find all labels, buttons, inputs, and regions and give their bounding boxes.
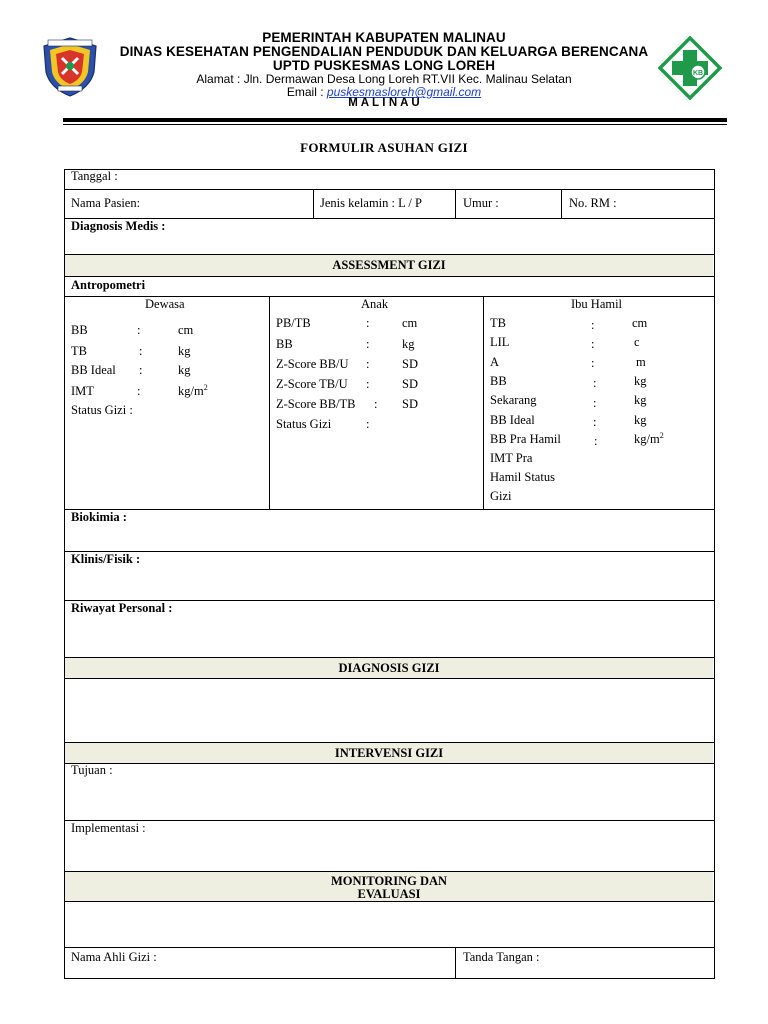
tanda-tangan-field[interactable]: Tanda Tangan : (463, 950, 540, 964)
diagnosis-medis-field[interactable]: Diagnosis Medis : (71, 219, 166, 233)
intervensi-heading: INTERVENSI GIZI (334, 746, 444, 760)
monitoring-area[interactable] (65, 902, 713, 947)
ibu-unit: kg (634, 413, 647, 427)
ibu-hamil-heading: Ibu Hamil (571, 297, 623, 311)
col-divider (483, 297, 484, 509)
no-rm-field[interactable]: No. RM : (569, 196, 617, 210)
ibu-unit: kg (634, 393, 647, 407)
ibu-label: BB (490, 374, 507, 388)
header-rule-thin (63, 124, 727, 125)
email-link[interactable]: puskesmasloreh@gmail.com (326, 85, 482, 99)
dewasa-tb-unit: kg (178, 344, 191, 358)
ibu-label: LIL (490, 335, 510, 349)
anak-ztbu-label: Z-Score TB/U (276, 377, 348, 391)
header-city: M A L I N A U (348, 97, 420, 109)
anak-bb-unit: kg (402, 337, 415, 351)
tujuan-field[interactable]: Tujuan : (71, 763, 113, 777)
ibu-unit: c (634, 335, 640, 349)
diagnosis-gizi-area[interactable] (65, 679, 713, 742)
monitoring-heading-line2: EVALUASI (357, 887, 421, 901)
ibu-label: A (490, 355, 500, 369)
anak-zbbtb-unit: SD (402, 397, 418, 411)
tanggal-field[interactable]: Tanggal : (71, 169, 118, 183)
ibu-sep: : (591, 356, 595, 370)
dewasa-tb-sep: : (139, 344, 143, 358)
ibu-sep: : (594, 434, 598, 448)
col-divider (269, 297, 270, 509)
dewasa-bbideal-label: BB Ideal (71, 363, 116, 377)
row-divider (64, 871, 715, 872)
anak-ztbu-unit: SD (402, 377, 418, 391)
ibu-label: BB Pra Hamil (490, 432, 561, 446)
ibu-label: Gizi (490, 489, 512, 503)
row-divider (64, 551, 715, 552)
dewasa-imt-unit: $kg/m^2$ (178, 382, 208, 398)
dewasa-imt-label: IMT (71, 384, 94, 398)
anak-ztbu-sep: : (366, 377, 370, 391)
ibu-label: TB (490, 316, 506, 330)
implementasi-field[interactable]: Implementasi : (71, 821, 146, 835)
anak-status-sep: : (366, 417, 370, 431)
row-divider (64, 763, 715, 764)
ibu-label: IMT Pra (490, 451, 533, 465)
anak-zbbu-sep: : (366, 357, 370, 371)
col-divider (313, 190, 314, 218)
jenis-kelamin-field[interactable]: Jenis kelamin : L / P (320, 196, 422, 210)
dewasa-bb-sep: : (137, 323, 141, 337)
row-divider (64, 254, 715, 255)
form-title: FORMULIR ASUHAN GIZI (300, 140, 468, 155)
dewasa-bbideal-sep: : (139, 363, 143, 377)
antropometri-label: Antropometri (71, 278, 146, 292)
header-rule-thick (63, 118, 727, 122)
anak-pbtb-label: PB/TB (276, 316, 311, 330)
ibu-label: BB Ideal (490, 413, 535, 427)
anak-zbbtb-label: Z-Score BB/TB (276, 397, 356, 411)
header-government: PEMERINTAH KABUPATEN MALINAU (262, 30, 506, 45)
col-divider (455, 948, 456, 978)
form-table (64, 169, 715, 979)
svg-text:KB: KB (692, 70, 704, 77)
biokimia-field[interactable]: Biokimia : (71, 510, 127, 524)
anak-bb-sep: : (366, 337, 370, 351)
anak-bb-label: BB (276, 337, 293, 351)
row-divider (64, 820, 715, 821)
nama-pasien-field[interactable]: Nama Pasien: (71, 196, 141, 210)
anak-pbtb-unit: cm (402, 316, 418, 330)
ibu-sep: : (591, 337, 595, 351)
col-divider (455, 190, 456, 218)
header-puskesmas: UPTD PUSKESMAS LONG LOREH (272, 58, 496, 73)
dewasa-imt-sep: : (137, 384, 141, 398)
anak-status-label: Status Gizi (276, 417, 332, 431)
ibu-sep: : (591, 318, 595, 332)
dewasa-tb-label: TB (71, 344, 87, 358)
ibu-unit: cm (632, 316, 648, 330)
ibu-sep: : (593, 376, 597, 390)
ibu-unit: m (636, 355, 646, 369)
dewasa-status-gizi: Status Gizi : (71, 403, 133, 417)
monitoring-heading-line1: MONITORING DAN (330, 874, 448, 888)
row-divider (64, 742, 715, 743)
col-divider (561, 190, 562, 218)
dewasa-heading: Dewasa (145, 297, 185, 311)
ibu-label: Sekarang (490, 393, 537, 407)
row-divider (64, 657, 715, 658)
email-label: Email : (286, 85, 324, 99)
diagnosis-gizi-heading: DIAGNOSIS GIZI (338, 661, 440, 675)
klinis-field[interactable]: Klinis/Fisik : (71, 552, 141, 566)
dewasa-bbideal-unit: kg (178, 363, 191, 377)
row-divider (64, 947, 715, 948)
dewasa-bb-label: BB (71, 323, 88, 337)
assessment-heading: ASSESSMENT GIZI (332, 258, 446, 272)
ibu-unit: $kg/m^2$ (634, 430, 664, 446)
dewasa-bb-unit: cm (178, 323, 194, 337)
row-divider (64, 509, 715, 510)
anak-zbbtb-sep: : (374, 397, 378, 411)
anak-zbbu-label: Z-Score BB/U (276, 357, 349, 371)
row-divider (64, 276, 715, 277)
umur-field[interactable]: Umur : (463, 196, 499, 210)
ibu-sep: : (593, 415, 597, 429)
monitoring-heading (65, 875, 713, 901)
header-address: Alamat : Jln. Dermawan Desa Long Loreh RT.VII Kec. Malinau Selatan (196, 72, 572, 86)
ibu-label: Hamil Status (490, 470, 555, 484)
nama-ahli-gizi-field[interactable]: Nama Ahli Gizi : (71, 950, 157, 964)
anak-zbbu-unit: SD (402, 357, 418, 371)
anak-heading: Anak (361, 297, 389, 311)
row-divider (64, 189, 715, 190)
ibu-sep: : (593, 396, 597, 410)
anak-pbtb-sep: : (366, 316, 370, 330)
riwayat-field[interactable]: Riwayat Personal : (71, 601, 173, 615)
header-department: DINAS KESEHATAN PENGENDALIAN PENDUDUK DAN KELUARGA BERENCANA (119, 44, 649, 59)
ibu-unit: kg (634, 374, 647, 388)
